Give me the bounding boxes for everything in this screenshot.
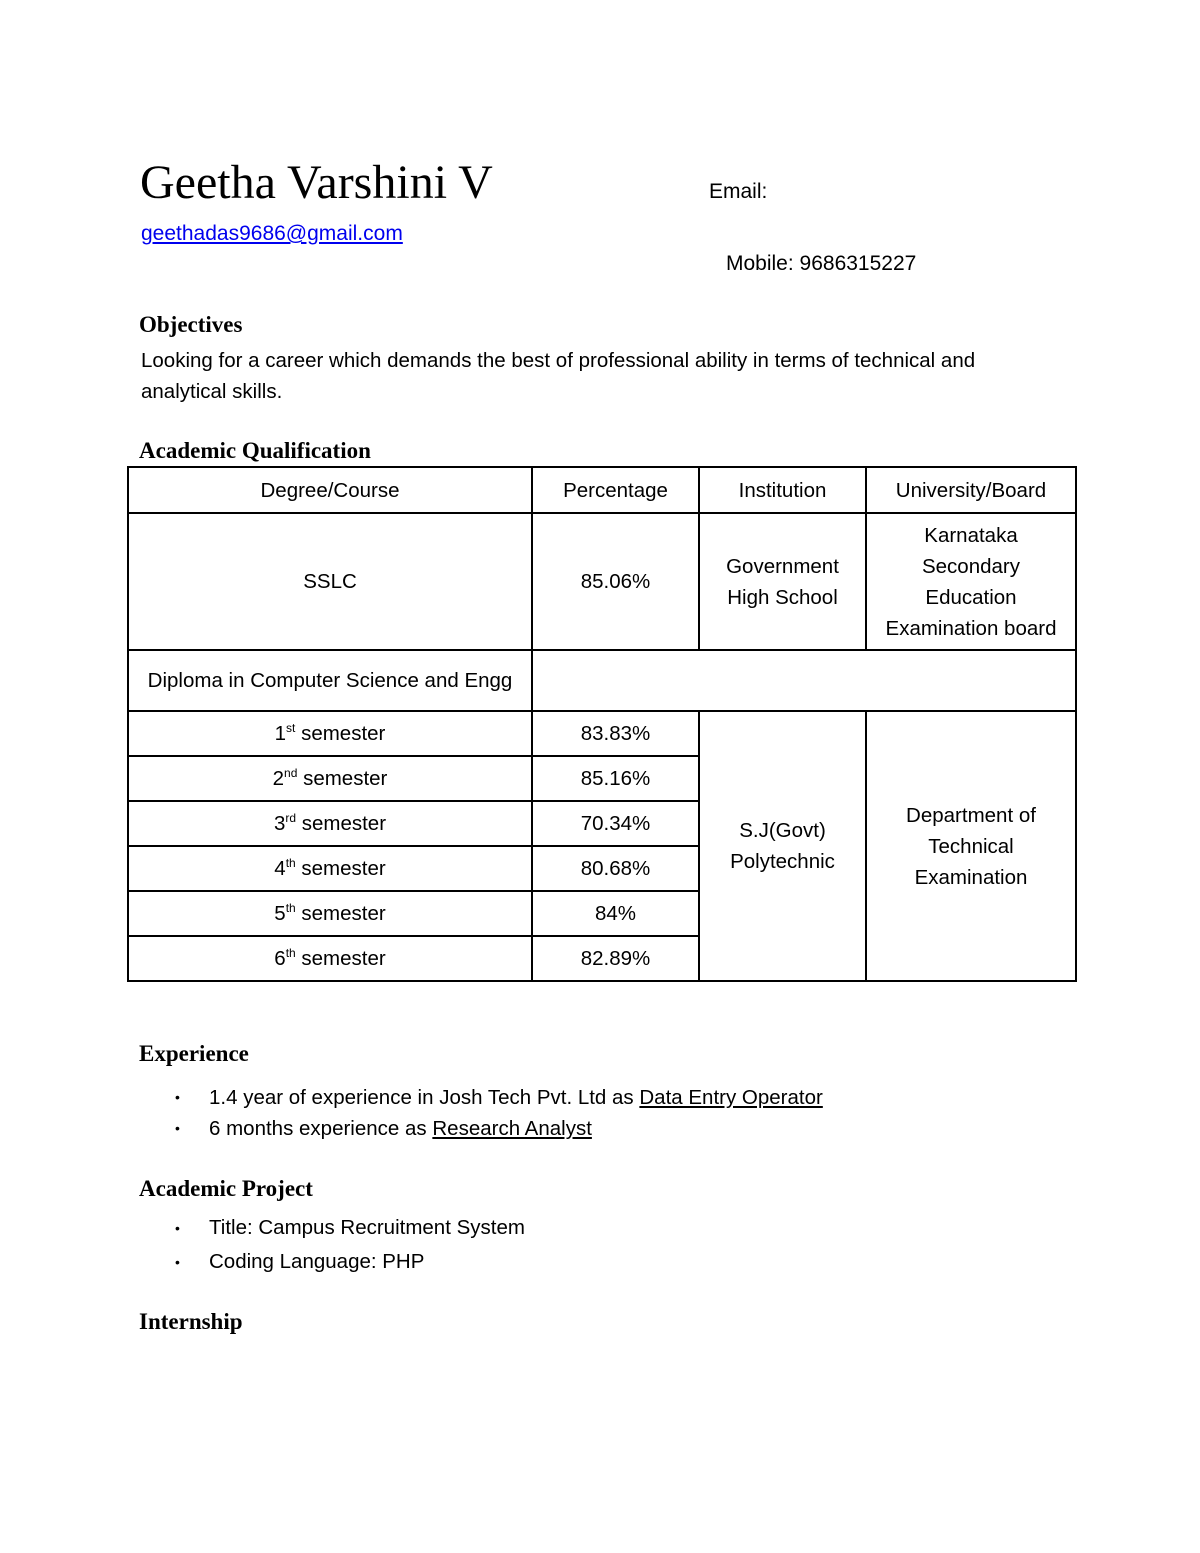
academic-heading: Academic Qualification bbox=[139, 438, 371, 463]
experience-role: Research Analyst bbox=[432, 1117, 592, 1140]
email-label: Email: bbox=[709, 180, 768, 203]
experience-role: Data Entry Operator bbox=[639, 1086, 823, 1109]
diploma-empty-cell bbox=[532, 650, 1076, 711]
bullet-icon: • bbox=[175, 1120, 180, 1136]
column-header-institution: Institution bbox=[699, 467, 866, 513]
list-item: • Coding Language: PHP bbox=[175, 1245, 525, 1279]
sslc-institution: Government High School bbox=[699, 513, 866, 650]
internship-heading: Internship bbox=[139, 1309, 243, 1334]
column-header-degree: Degree/Course bbox=[128, 467, 532, 513]
semester-label: 6th semester bbox=[128, 936, 532, 981]
sslc-board: Karnataka Secondary Education Examination board bbox=[866, 513, 1076, 650]
table-header-row bbox=[128, 467, 1076, 513]
email-link[interactable]: geethadas9686@gmail.com bbox=[141, 222, 403, 245]
semester-label: 3rd semester bbox=[128, 801, 532, 846]
diploma-title: Diploma in Computer Science and Engg bbox=[128, 650, 532, 711]
semester-percentage: 84% bbox=[532, 891, 699, 936]
academic-project-heading: Academic Project bbox=[139, 1176, 313, 1201]
table-row-sslc bbox=[128, 513, 1076, 650]
table-row-semester bbox=[128, 711, 1076, 756]
semester-percentage: 70.34% bbox=[532, 801, 699, 846]
diploma-institution: S.J(Govt) Polytechnic bbox=[699, 711, 866, 981]
mobile-number: Mobile: 9686315227 bbox=[726, 252, 917, 275]
list-item: • Title: Campus Recruitment System bbox=[175, 1211, 525, 1245]
semester-percentage: 82.89% bbox=[532, 936, 699, 981]
column-header-percentage: Percentage bbox=[532, 467, 699, 513]
column-header-board: University/Board bbox=[866, 467, 1076, 513]
bullet-icon: • bbox=[175, 1254, 180, 1270]
table-row-diploma bbox=[128, 650, 1076, 711]
semester-label: 1st semester bbox=[128, 711, 532, 756]
objectives-heading: Objectives bbox=[139, 312, 243, 337]
semester-percentage: 83.83% bbox=[532, 711, 699, 756]
sslc-percentage: 85.06% bbox=[532, 513, 699, 650]
semester-label: 4th semester bbox=[128, 846, 532, 891]
experience-list bbox=[175, 1082, 823, 1144]
diploma-board: Department of Technical Examination bbox=[866, 711, 1076, 981]
semester-label: 5th semester bbox=[128, 891, 532, 936]
sslc-degree: SSLC bbox=[128, 513, 532, 650]
semester-percentage: 85.16% bbox=[532, 756, 699, 801]
project-list bbox=[175, 1211, 525, 1279]
list-item: • 6 months experience as Research Analyst bbox=[175, 1113, 823, 1144]
experience-heading: Experience bbox=[139, 1041, 249, 1066]
bullet-icon: • bbox=[175, 1220, 180, 1236]
semester-label: 2nd semester bbox=[128, 756, 532, 801]
qualification-table bbox=[127, 466, 1077, 982]
list-item: • 1.4 year of experience in Josh Tech Pvt. Ltd as Data Entry Operator bbox=[175, 1082, 823, 1113]
semester-percentage: 80.68% bbox=[532, 846, 699, 891]
candidate-name: Geetha Varshini V bbox=[140, 156, 493, 209]
bullet-icon: • bbox=[175, 1089, 180, 1105]
objectives-text: Looking for a career which demands the best of professional ability in terms of technical and analytical skills. bbox=[141, 349, 976, 403]
